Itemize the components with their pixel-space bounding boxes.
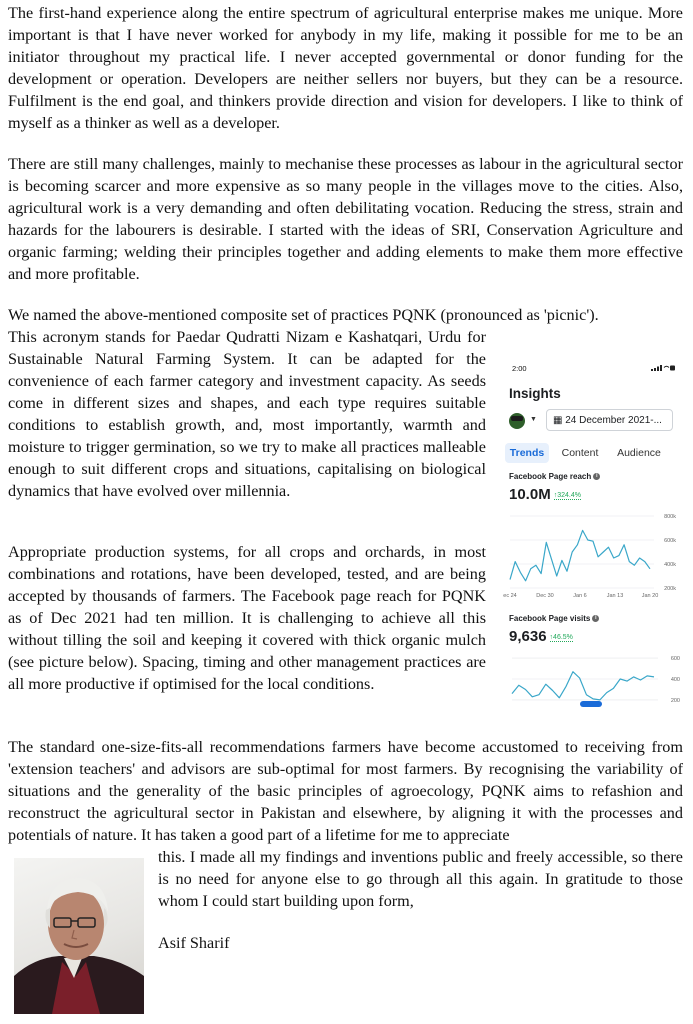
status-signal-icon	[651, 365, 675, 371]
y-tick-label: 200k	[664, 586, 676, 592]
y-tick-label: 400k	[664, 562, 676, 568]
visits-value: 9,636 ↑46.5%	[509, 628, 573, 645]
facebook-insights-screenshot	[500, 350, 685, 707]
author-portrait	[14, 858, 144, 1014]
x-tick-label: Jan 13	[606, 593, 624, 599]
y-tick-label: 400	[670, 677, 680, 683]
x-tick-label: Jan 6	[573, 593, 587, 599]
reach-line-chart	[500, 510, 685, 602]
tab-content[interactable]: Content	[561, 447, 599, 459]
y-tick-label: 600k	[664, 538, 676, 544]
x-tick-label: ec 24	[503, 593, 517, 599]
reach-value: 10.0M ↑324.4%	[509, 486, 581, 503]
info-icon: i	[592, 615, 599, 622]
y-tick-label: 800k	[664, 514, 676, 520]
paragraph-pqnk-intro: We named the above-mentioned composite set of practices PQNK (pronounced as 'picnic').	[8, 306, 599, 324]
person-photo-icon	[14, 858, 144, 1014]
x-tick-label: Dec 30	[536, 593, 554, 599]
chevron-down-icon[interactable]: ▼	[530, 416, 537, 423]
visits-label: Facebook Page visits i	[509, 614, 599, 623]
signature: Asif Sharif	[158, 934, 230, 952]
calendar-icon: ▦	[553, 415, 566, 426]
info-icon: i	[593, 473, 600, 480]
paragraph-recommendations: The standard one-size-fits-all recommendations farmers have become accustomed to receiving from 'extension teachers' and advisors are sub-optimal for most farmers. By recognising the variability of situations and the generality of the basic principles of agroecology, PQNK aims to refashion and reconstruct the agricultural sector in Pakistan and elsewhere, by aligning it with the processes and potentials of nature. It has taken a good part of a lifetime for me to appreciate	[8, 738, 683, 844]
page-avatar[interactable]	[509, 413, 525, 429]
series-line	[512, 672, 654, 700]
y-tick-label: 200	[670, 697, 680, 704]
reach-label: Facebook Page reach i	[509, 472, 600, 481]
scroll-indicator	[580, 701, 602, 707]
x-tick-label: Jan 20	[641, 593, 659, 599]
visits-line-chart	[500, 650, 685, 707]
series-line	[510, 530, 650, 580]
reach-delta: ↑324.4%	[553, 491, 581, 499]
paragraph-experience: The first-hand experience along the entire spectrum of agricultural enterprise makes me unique. More important is that I have never worked for anybody in my life, making it possible for me to be an initiator throughout my practical life. I never accepted governmental or donor funding for the development or operation. Developers are neither sellers nor buyers, but they can be a resource. Fulfilment is the end goal, and thinkers provide direction and vision for developers. I like to think of myself as a thinker as well as a developer.	[8, 4, 683, 132]
date-range-selector[interactable]	[546, 409, 673, 431]
status-time: 2:00	[512, 364, 527, 373]
tab-audience[interactable]: Audience	[617, 447, 661, 459]
paragraph-pqnk-acronym: This acronym stands for Paedar Qudratti Nizam e Kashatqari, Urdu for Sustainable Natural Farming System. It can be adapted for the convenience of each farmer category and investment capacity. As seeds come in different sizes and shapes, and each type requires suitable conditions to establish growth, and, most importantly, warmth and moisture to trigger germination, so we try to make all practices malleable enough to suit different crops and situations, capitalising on biological dynamics that have evolved over millennia.	[8, 328, 486, 500]
tab-trends[interactable]: Trends	[505, 443, 549, 463]
insights-title: Insights	[509, 386, 561, 401]
paragraph-challenges: There are still many challenges, mainly to mechanise these processes as labour in the agricultural sector is becoming scarcer and more expensive as so many people in the villages move to the cities. Also, agricultural work is a very demanding and often debilitating vocation. Reducing the stress, strain and hazards for the labourers is desirable. I started with the ideas of SRI, Conservation Agriculture and organic farming; welding their principles together and adding elements to make them more effective and more profitable.	[8, 155, 683, 283]
visits-delta: ↑46.5%	[549, 633, 573, 641]
paragraph-gratitude: this. I made all my findings and inventions public and freely accessible, so there is no need for anyone else to go through all this again. In gratitude to those whom I could start building upon form,	[158, 848, 683, 910]
y-tick-label: 600	[670, 656, 680, 663]
paragraph-production-systems: Appropriate production systems, for all crops and orchards, in most combinations and rotations, have been developed, tested, and are being accepted by thousands of farmers. The Facebook page reach for PQNK as of Dec 2021 had ten million. It is challenging to achieve all this without tilling the soil and keeping it covered with thick organic mulch (see picture below). Spacing, timing and other management practices are all more productive if optimised for the local conditions.	[8, 543, 486, 693]
date-range-label: 24 December 2021-...	[565, 415, 662, 426]
